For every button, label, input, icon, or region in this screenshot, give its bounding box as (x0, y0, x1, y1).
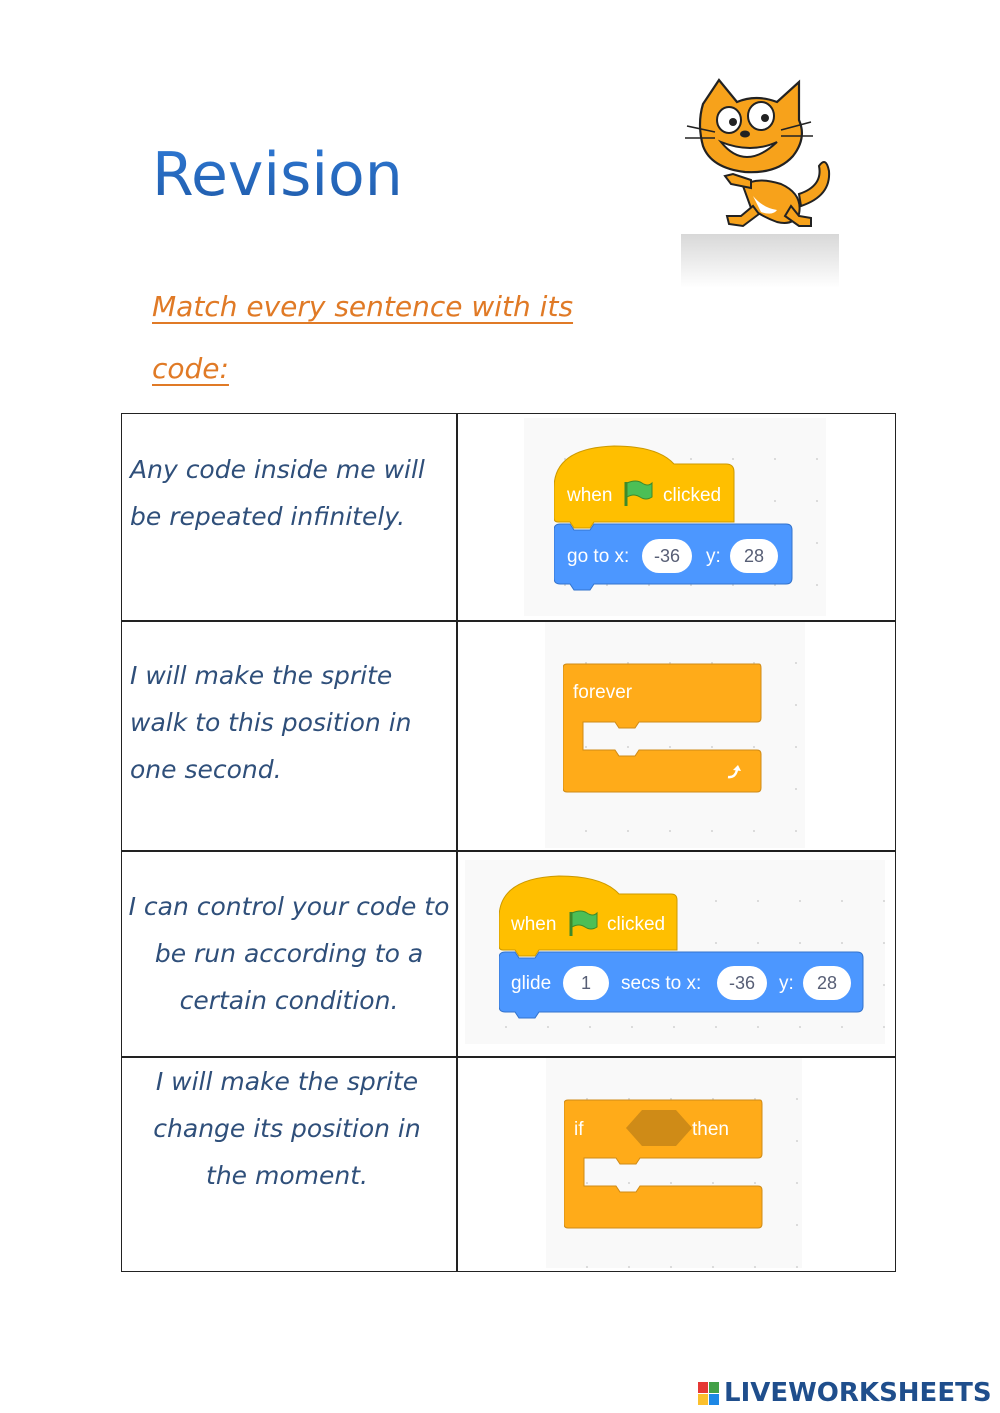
sentence-4: I will make the sprite change its position in the moment. (153, 1067, 421, 1190)
code-panel-if (546, 1058, 802, 1268)
glide-label: glide (511, 973, 552, 994)
code-panel-glide (465, 860, 885, 1044)
when-label: when (567, 485, 613, 506)
scratch-cat-image (681, 76, 839, 288)
y-input[interactable]: 28 (803, 966, 851, 1000)
sentence-2: I will make the sprite walk to this position in one second. (130, 661, 412, 784)
code-panel-goto (524, 418, 826, 616)
page-title: Revision (152, 140, 403, 210)
y-label: y: (779, 973, 794, 994)
instruction-text: Match every sentence with its code: (152, 290, 574, 385)
if-label: if (574, 1119, 584, 1140)
secs-to-x-label: secs to x: (621, 973, 702, 994)
y-input[interactable]: 28 (730, 539, 778, 573)
x-input[interactable]: -36 (717, 966, 767, 1000)
sentence-1: Any code inside me will be repeated infinitely. (130, 455, 425, 531)
secs-input[interactable]: 1 (563, 966, 609, 1000)
x-input[interactable]: -36 (642, 539, 692, 573)
column-divider (456, 413, 458, 1272)
when-label: when (511, 914, 557, 935)
loop-arrow-icon (725, 762, 745, 782)
forever-label: forever (573, 682, 633, 703)
goto-label: go to x: (567, 546, 630, 567)
clicked-label: clicked (663, 485, 722, 506)
code-panel-forever (545, 622, 805, 848)
then-label: then (692, 1119, 729, 1140)
clicked-label: clicked (607, 914, 666, 935)
y-label: y: (706, 546, 721, 567)
sentence-3: I can control your code to be run according to a certain condition. (128, 892, 450, 1015)
liveworksheets-logo-icon (698, 1382, 720, 1406)
row-divider (121, 850, 896, 852)
footer-brand[interactable]: LIVEWORKSHEETS (724, 1378, 992, 1408)
